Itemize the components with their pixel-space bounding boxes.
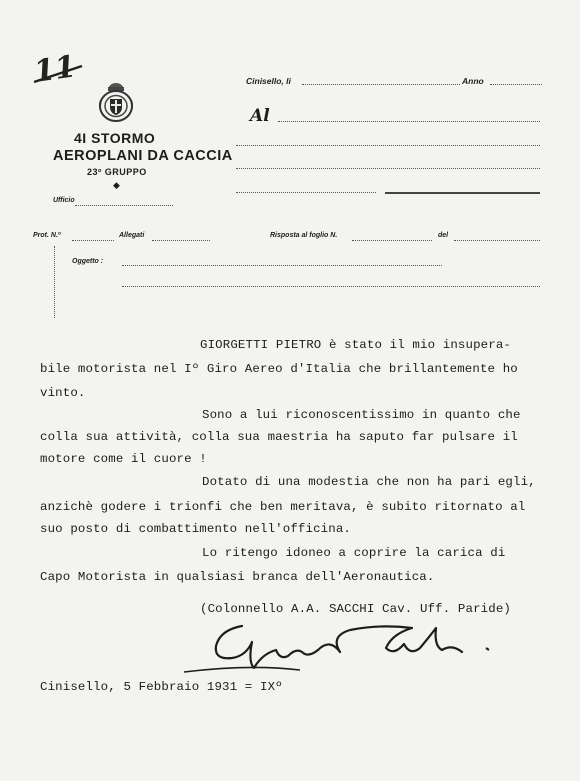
body-line: Dotato di una modestia che non ha pari egli, <box>202 475 536 489</box>
addressee-line-1 <box>278 121 540 122</box>
body-line: suo posto di combattimento nell'officina. <box>40 522 352 536</box>
closing-date-line: Cinisello, 5 Febbraio 1931 = IXº <box>40 680 283 694</box>
body-line: Capo Motorista in qualsiasi branca dell'Aeronautica. <box>40 570 435 584</box>
margin-rule <box>54 246 55 318</box>
reply-field-line <box>352 240 432 241</box>
office-field-line <box>75 205 173 206</box>
year-label: Anno <box>462 76 484 86</box>
date-field-line <box>302 84 460 85</box>
addressee-line-2 <box>236 145 540 146</box>
unit-name-line1: 4I STORMO <box>74 130 156 146</box>
reply-date-field-line <box>454 240 540 241</box>
addressee-line-3 <box>236 168 540 169</box>
handwritten-signature-icon <box>180 612 480 682</box>
place-date-label: Cinisello, li <box>246 76 291 86</box>
body-line: bile motorista nel Iº Giro Aereo d'Italia che brillantemente ho <box>40 362 518 376</box>
margin-note: 11 <box>31 49 78 90</box>
savoy-crest-icon <box>96 80 136 124</box>
addressee-line-4 <box>236 192 376 193</box>
signatory-name: (Colonnello A.A. SACCHI Cav. Uff. Paride) <box>200 602 512 616</box>
body-line: GIORGETTI PIETRO è stato il mio insupera- <box>200 338 512 352</box>
protocol-field-line <box>72 240 114 241</box>
unit-name-line2: AEROPLANI DA CACCIA <box>53 148 233 164</box>
reply-to-label: Risposta al foglio N. <box>270 232 338 239</box>
body-line: colla sua attività, colla sua maestria ha saputo far pulsare il <box>40 430 518 444</box>
subject-line-1 <box>122 265 442 266</box>
attachments-field-line <box>152 240 210 241</box>
margin-note-stroke-icon <box>30 60 90 100</box>
reply-date-label: del <box>438 232 449 239</box>
body-line: Lo ritengo idoneo a coprire la carica di <box>202 546 506 560</box>
office-label: Ufficio <box>53 197 75 204</box>
addressee-line-4-solid <box>385 192 540 194</box>
body-line: Sono a lui riconoscentissimo in quanto che <box>202 408 521 422</box>
body-line: motore come il cuore ! <box>40 452 207 466</box>
diamond-ornament-icon: ◆ <box>113 181 120 191</box>
year-field-line <box>490 84 542 85</box>
attachments-label: Allegati <box>119 232 145 239</box>
addressee-label: Al <box>250 106 270 126</box>
protocol-label: Prot. N.º <box>33 232 61 239</box>
subject-label: Oggetto : <box>72 258 104 265</box>
subject-line-2 <box>122 286 540 287</box>
unit-name-line3: 23º GRUPPO <box>87 167 147 177</box>
body-line: anzichè godere i trionfi che ben meritava, è subito ritornato al <box>40 500 526 514</box>
body-line: vinto. <box>40 386 86 400</box>
